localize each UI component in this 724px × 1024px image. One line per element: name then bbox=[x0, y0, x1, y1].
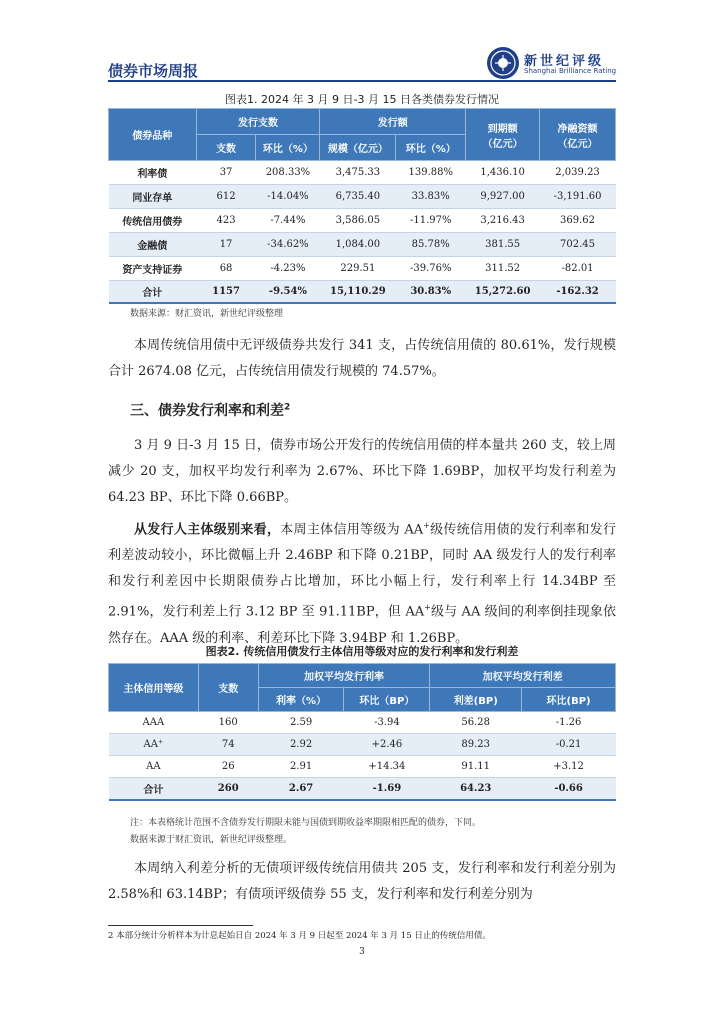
cell-count: 160 bbox=[198, 712, 258, 734]
table-row bbox=[109, 756, 616, 778]
paragraph-unrated-bonds: 本周传统信用债中无评级债券共发行 341 支，占传统信用债的 80.61%，发行规模合计 2674.08 亿元，占传统信用债发行规模的 74.57%。 bbox=[108, 338, 616, 379]
footnote-rule bbox=[108, 925, 253, 926]
table2-source: 数据来源于财汇资讯，新世纪评级整理。 bbox=[130, 835, 293, 845]
cell-spread-chg: -1.26 bbox=[522, 712, 616, 734]
cell-maturity: 381.55 bbox=[466, 233, 540, 257]
cell-spread: 91.11 bbox=[430, 756, 522, 778]
cell-scale: 15,110.29 bbox=[320, 281, 396, 303]
cell-scale: 3,475.33 bbox=[320, 161, 396, 185]
logo-chinese-name: 新世纪评级 bbox=[524, 54, 605, 69]
cell-net: 369.62 bbox=[540, 209, 616, 233]
cell-count: 37 bbox=[196, 161, 256, 185]
col-rate: 利率（%） bbox=[258, 688, 344, 712]
cell-scale-chg: 33.83% bbox=[396, 185, 466, 209]
cell-scale-chg: -39.76% bbox=[396, 257, 466, 281]
cell-count: 260 bbox=[198, 778, 258, 800]
table-row bbox=[109, 209, 616, 233]
report-title: 债券市场周报 bbox=[108, 62, 199, 80]
section-heading bbox=[130, 400, 290, 420]
col-credit-grade: 主体信用等级 bbox=[109, 664, 199, 712]
table-row bbox=[109, 233, 616, 257]
cell-maturity: 3,216.43 bbox=[466, 209, 540, 233]
cell-scale: 3,586.05 bbox=[320, 209, 396, 233]
col-rate-group: 加权平均发行利率 bbox=[258, 664, 430, 688]
table1-caption: 图表1. 2024 年 3 月 9 日-3 月 15 日各类债券发行情况 bbox=[225, 93, 499, 106]
col-maturity: 到期额 （亿元） bbox=[466, 109, 540, 161]
cell-rate: 2.92 bbox=[258, 734, 344, 756]
cell-count-chg: -14.04% bbox=[256, 185, 320, 209]
cell-scale: 1,084.00 bbox=[320, 233, 396, 257]
cell-name: 合计 bbox=[109, 281, 197, 303]
table-row bbox=[109, 778, 616, 800]
cell-count: 423 bbox=[196, 209, 256, 233]
cell-rate-chg: +14.34 bbox=[344, 756, 430, 778]
cell-count: 612 bbox=[196, 185, 256, 209]
cell-spread-chg: +3.12 bbox=[522, 756, 616, 778]
table-row bbox=[109, 161, 616, 185]
footnote: 2 本部分统计分析样本为计息起始日自 2024 年 3 月 9 日起至 2024 年 3 月 15 日止的传统信用债。 bbox=[108, 931, 491, 941]
cell-rate-chg: -1.69 bbox=[344, 778, 430, 800]
cell-net: -82.01 bbox=[540, 257, 616, 281]
table1-source: 数据来源：财汇资讯，新世纪评级整理 bbox=[130, 309, 284, 319]
table-row bbox=[109, 185, 616, 209]
col-net-financing: 净融资额 （亿元） bbox=[540, 109, 616, 161]
cell-name: 资产支持证券 bbox=[109, 257, 197, 281]
table-row bbox=[109, 257, 616, 281]
cell-name: 利率债 bbox=[109, 161, 197, 185]
cell-rate: 2.67 bbox=[258, 778, 344, 800]
issuance-table bbox=[108, 108, 616, 304]
cell-spread-chg: -0.21 bbox=[522, 734, 616, 756]
cell-scale: 229.51 bbox=[320, 257, 396, 281]
cell-maturity: 15,272.60 bbox=[466, 281, 540, 303]
footnote-ref: 2 bbox=[284, 402, 291, 413]
cell-name: 同业存单 bbox=[109, 185, 197, 209]
table-row bbox=[109, 734, 616, 756]
table2-caption: 图表2. 传统信用债发行主体信用等级对应的发行利率和发行利差 bbox=[205, 645, 519, 658]
paragraph-rating-analysis: 从发行人主体级别来看，本周主体信用等级为 AA+级传统信用债的发行利率和发行利差波动较小，环比微幅上升 2.46BP 和下降 0.21BP，同时 AA 级发行人的发行利率和发行利差因中长期限债券占比增加，环比小幅上行，发行利率上行 14.34BP 至 2.91%，发行利差上行 3.12 BP 至 91.11BP，但 AA+级与 AA 级间的利率倒挂现象依然存在。AAA 级的利率、利差环比下降 3.94BP 和 1.26BP。 bbox=[108, 521, 616, 646]
cell-count: 26 bbox=[198, 756, 258, 778]
cell-maturity: 311.52 bbox=[466, 257, 540, 281]
logo-english-name: Shanghai Brilliance Rating bbox=[524, 67, 617, 75]
cell-rate-chg: -3.94 bbox=[344, 712, 430, 734]
cell-count: 1157 bbox=[196, 281, 256, 303]
cell-net: -162.32 bbox=[540, 281, 616, 303]
cell-scale-chg: 139.88% bbox=[396, 161, 466, 185]
col-spread-change: 环比(BP) bbox=[522, 688, 616, 712]
cell-count-chg: -34.62% bbox=[256, 233, 320, 257]
col-bond-type: 债券品种 bbox=[109, 109, 197, 161]
paragraph-lead: 从发行人主体级别来看， bbox=[134, 522, 281, 538]
cell-scale-chg: 30.83% bbox=[396, 281, 466, 303]
cell-rate: 2.91 bbox=[258, 756, 344, 778]
col-count: 支数 bbox=[198, 664, 258, 712]
cell-net: 2,039.23 bbox=[540, 161, 616, 185]
cell-maturity: 1,436.10 bbox=[466, 161, 540, 185]
page-number: 3 bbox=[359, 947, 365, 957]
cell-name: 传统信用债券 bbox=[109, 209, 197, 233]
cell-name: 金融债 bbox=[109, 233, 197, 257]
table-row bbox=[109, 712, 616, 734]
paragraph-rated-vs-unrated: 本周纳入利差分析的无债项评级传统信用债共 205 支，发行利率和发行利差分别为 2.58%和 63.14BP；有债项评级债券 55 支，发行利率和发行利差分别为 bbox=[108, 861, 616, 902]
col-count: 支数 bbox=[196, 135, 256, 161]
cell-count-chg: 208.33% bbox=[256, 161, 320, 185]
cell-maturity: 9,927.00 bbox=[466, 185, 540, 209]
paragraph-issuance-summary: 3 月 9 日-3 月 15 日，债券市场公开发行的传统信用债的样本量共 260 支，较上周减少 20 支，加权平均发行利率为 2.67%、环比下降 1.69BP，加权平均发行利差为 64.23 BP、环比下降 0.66BP。 bbox=[108, 438, 616, 505]
cell-count: 17 bbox=[196, 233, 256, 257]
cell-count-chg: -7.44% bbox=[256, 209, 320, 233]
col-rate-change: 环比（BP） bbox=[344, 688, 430, 712]
cell-net: 702.45 bbox=[540, 233, 616, 257]
cell-grade: AA⁺ bbox=[109, 734, 199, 756]
cell-scale: 6,735.40 bbox=[320, 185, 396, 209]
cell-count-chg: -4.23% bbox=[256, 257, 320, 281]
table2-note: 注：本表格统计范围不含债券发行期限未能与国债到期收益率期限相匹配的债券，下同。 bbox=[130, 818, 482, 828]
cell-grade: AAA bbox=[109, 712, 199, 734]
col-scale: 规模（亿元） bbox=[320, 135, 396, 161]
col-spread: 利差(BP) bbox=[430, 688, 522, 712]
cell-spread: 64.23 bbox=[430, 778, 522, 800]
cell-scale-chg: -11.97% bbox=[396, 209, 466, 233]
cell-count-chg: -9.54% bbox=[256, 281, 320, 303]
col-issue-count-group: 发行支数 bbox=[196, 109, 320, 135]
col-spread-group: 加权平均发行利差 bbox=[430, 664, 616, 688]
cell-rate: 2.59 bbox=[258, 712, 344, 734]
cell-spread: 56.28 bbox=[430, 712, 522, 734]
cell-count: 68 bbox=[196, 257, 256, 281]
cell-count: 74 bbox=[198, 734, 258, 756]
rating-agency-logo-icon bbox=[486, 46, 520, 80]
table-row bbox=[109, 281, 616, 303]
cell-grade: 合计 bbox=[109, 778, 199, 800]
col-scale-change: 环比（%） bbox=[396, 135, 466, 161]
rate-spread-table bbox=[108, 663, 616, 801]
cell-scale-chg: 85.78% bbox=[396, 233, 466, 257]
section-title: 三、债券发行利率和利差 bbox=[130, 403, 284, 419]
header-rule bbox=[108, 80, 616, 82]
cell-spread-chg: -0.66 bbox=[522, 778, 616, 800]
col-issue-amount-group: 发行额 bbox=[320, 109, 466, 135]
cell-spread: 89.23 bbox=[430, 734, 522, 756]
cell-rate-chg: +2.46 bbox=[344, 734, 430, 756]
col-count-change: 环比（%） bbox=[256, 135, 320, 161]
cell-net: -3,191.60 bbox=[540, 185, 616, 209]
cell-grade: AA bbox=[109, 756, 199, 778]
